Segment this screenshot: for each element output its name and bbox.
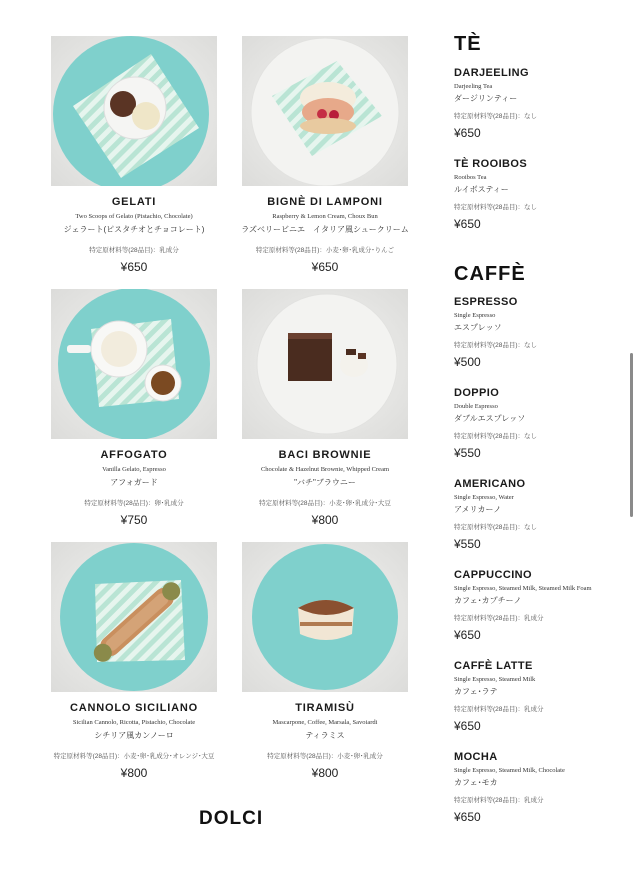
drink-description-ja: カフェ･カプチーノ [454,596,522,605]
drink-name: CAPPUCCINO [454,569,532,581]
drink-price: ¥550 [454,537,481,551]
item-description-en: Chocolate & Hazelnut Brownie, Whipped Cream [260,466,390,473]
item-price: ¥800 [311,766,339,780]
item-description-ja: アフォガード [110,478,158,487]
drink-name: MOCHA [454,751,498,763]
brownie-photo [242,289,408,439]
affogato-photo [51,289,217,439]
drink-price: ¥500 [454,355,481,369]
drink-description-ja: カフェ･モカ [454,778,498,787]
drink-description-en: Single Espresso [454,312,496,319]
item-price: ¥800 [120,766,148,780]
section-title-caffe: CAFFÈ [454,263,526,285]
drink-description-en: Single Espresso, Steamed Milk, Chocolate [454,767,565,774]
item-description-ja: ジェラート(ピスタチオとチョコレート) [63,225,205,234]
drink-description-en: Rooibos Tea [454,174,487,181]
drink-description-ja: アメリカーノ [454,505,502,514]
drink-name: TÈ ROOIBOS [454,158,528,170]
scrollbar-thumb[interactable] [630,353,633,517]
item-description-en: Vanilla Gelato, Espresso [102,466,166,473]
drink-name: ESPRESSO [454,296,518,308]
drink-price: ¥550 [454,446,481,460]
drink-description-ja: エスプレッソ [454,323,502,332]
drink-allergen: 特定原材料等(28品目)：乳成分 [454,615,544,622]
item-description-ja: ティラミス [305,731,345,740]
drink-description-en: Double Espresso [454,403,498,410]
drink-description-ja: ルイボスティー [454,185,509,194]
drink-allergen: 特定原材料等(28品目)：なし [454,524,538,531]
item-allergen: 特定原材料等(28品目)：小麦･卵･乳成分 [267,753,383,760]
item-description-ja: シチリア風カンノーロ [94,731,174,740]
item-allergen: 特定原材料等(28品目)：小麦･卵･乳成分･りんご [255,247,395,254]
item-price: ¥800 [311,513,339,527]
section-title-te: TÈ [454,33,482,55]
drink-description-ja: カフェ･ラテ [454,687,498,696]
item-name: AFFOGATO [100,449,168,461]
item-description-ja: ラズベリービニエ イタリア風シュークリーム [241,225,409,234]
item-description-en: Mascarpone, Coffee, Marsala, Savoiardi [272,719,378,726]
tiramisu-photo [242,542,408,692]
item-name: GELATI [111,196,157,208]
drink-allergen: 特定原材料等(28品目)：なし [454,113,538,120]
drink-description-ja: ダージリンティー [454,94,518,103]
drink-description-en: Single Espresso, Steamed Milk, Steamed Milk Foam [454,585,592,592]
drink-price: ¥650 [454,810,481,824]
drink-name: CAFFÈ LATTE [454,660,533,672]
gelato-photo [51,36,217,186]
drink-price: ¥650 [454,217,481,231]
item-name: BACI BROWNIE [278,449,372,461]
item-description-en: Raspberry & Lemon Cream, Choux Bun [272,213,378,220]
item-name: BIGNÈ DI LAMPONI [267,196,383,208]
item-allergen: 特定原材料等(28品目)：小麦･卵･乳成分･大豆 [259,500,391,507]
item-description-en: Two Scoops of Gelato (Pistachio, Chocolate) [75,213,193,220]
drink-allergen: 特定原材料等(28品目)：なし [454,342,538,349]
section-title-dolci: DOLCI [199,808,264,829]
drink-price: ¥650 [454,719,481,733]
drink-name: DOPPIO [454,387,500,399]
item-allergen: 特定原材料等(28品目)：卵･乳成分 [84,500,184,507]
item-name: CANNOLO SICILIANO [70,702,198,714]
drink-description-ja: ダブルエスプレッソ [454,414,526,423]
item-description-ja: "バチ"ブラウニー [294,478,356,487]
drink-description-en: Single Espresso, Steamed Milk [454,676,536,683]
drink-allergen: 特定原材料等(28品目)：なし [454,204,538,211]
cannolo-photo [51,542,217,692]
drink-allergen: 特定原材料等(28品目)：乳成分 [454,706,544,713]
drink-price: ¥650 [454,126,481,140]
item-description-en: Sicilian Cannolo, Ricotta, Pistachio, Chocolate [72,719,196,726]
item-price: ¥750 [120,513,148,527]
item-allergen: 特定原材料等(28品目)：乳成分 [89,247,179,254]
item-price: ¥650 [120,260,148,274]
drink-price: ¥650 [454,628,481,642]
drink-allergen: 特定原材料等(28品目)：なし [454,433,538,440]
item-name: TIRAMISÙ [295,702,355,714]
drink-name: DARJEELING [454,67,529,79]
choux-photo [242,36,408,186]
drink-description-en: Single Espresso, Water [454,494,514,501]
drink-allergen: 特定原材料等(28品目)：乳成分 [454,797,544,804]
drink-name: AMERICANO [454,478,526,490]
item-allergen: 特定原材料等(28品目)：小麦･卵･乳成分･オレンジ･大豆 [53,753,215,760]
drink-description-en: Darjeeling Tea [454,83,493,90]
item-price: ¥650 [311,260,339,274]
